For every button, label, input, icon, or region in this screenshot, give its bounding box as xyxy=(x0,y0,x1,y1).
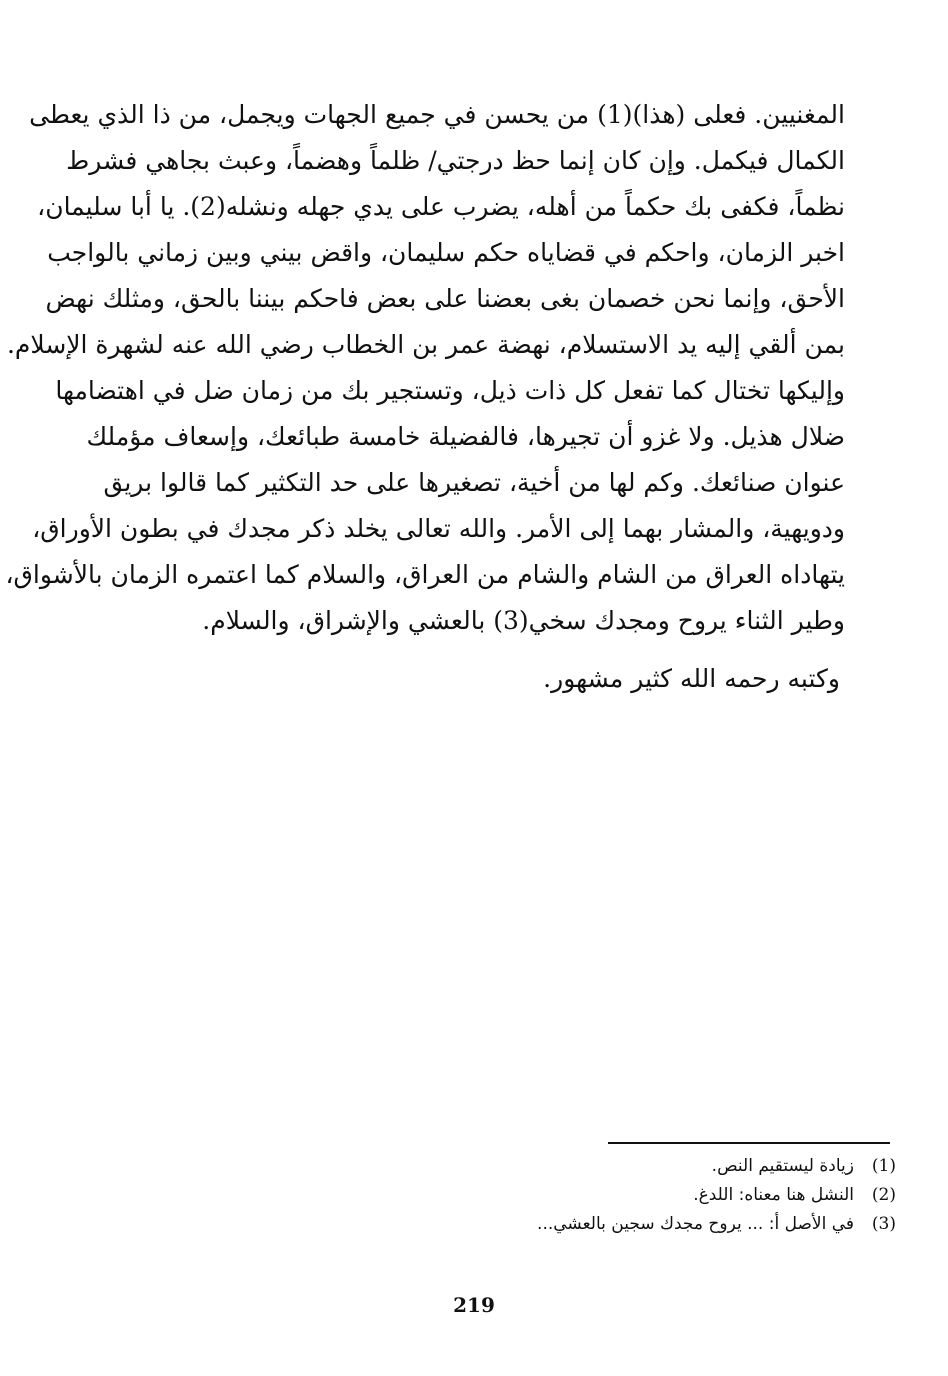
text-line: الأحق، وإنما نحن خصمان بغى بعضنا على بعض فاحكم بيننا بالحق، ومثلك نهض xyxy=(45,284,845,313)
text-line: الكمال فيكمل. وإن كان إنما حظ درجتي/ ظلماً وهضماً، وعبث بجاهي فشرط xyxy=(66,146,845,175)
text-line: ودويهية، والمشار بهما إلى الأمر. والله تعالى يخلد ذكر مجدك في بطون الأوراق، xyxy=(32,514,845,543)
footnote-2 xyxy=(336,1181,896,1210)
main-text-block xyxy=(5,92,845,644)
footnote-3 xyxy=(336,1210,896,1239)
text-line: وطير الثناء يروح ومجدك سخي(3) بالعشي والإشراق، والسلام. xyxy=(202,606,845,635)
text-line: بمن ألقي إليه يد الاستسلام، نهضة عمر بن الخطاب رضي الله عنه لشهرة الإسلام. xyxy=(6,330,845,359)
text-line: يتهاداه العراق من الشام والشام من العراق، والسلام كما اعتمره الزمان بالأشواق، xyxy=(5,560,845,589)
text-line: المغنيين. فعلى (هذا)(1) من يحسن في جميع الجهات ويجمل، من ذا الذي يعطى xyxy=(29,100,845,129)
footnote-text: في الأصل أ: ... يروح مجدك سجين بالعشي... xyxy=(537,1214,854,1234)
signature-line: وكتبه رحمه الله كثير مشهور. xyxy=(543,664,840,693)
footnote-text: زيادة ليستقيم النص. xyxy=(711,1156,854,1176)
text-line: اخبر الزمان، واحكم في قضاياه حكم سليمان، واقض بيني وبين زماني بالواجب xyxy=(47,238,845,267)
footnote-divider xyxy=(608,1142,890,1144)
text-line: وإليكها تختال كما تفعل كل ذات ذيل، وتستجير بك من زمان ضل في اهتضامها xyxy=(55,376,845,405)
text-line: عنوان صنائعك. وكم لها من أخية، تصغيرها على حد التكثير كما قالوا بريق xyxy=(103,468,845,497)
text-line: نظماً، فكفى بك حكماً من أهله، يضرب على يدي جهله ونشله(2). يا أبا سليمان، xyxy=(37,192,845,221)
footnote-number: (2) xyxy=(871,1185,896,1205)
text-line: ضلال هذيل. ولا غزو أن تجيرها، فالفضيلة خامسة طبائعك، وإسعاف مؤملك xyxy=(86,422,845,451)
footnote-number: (1) xyxy=(871,1156,896,1176)
footnote-number: (3) xyxy=(871,1214,896,1234)
footnote-1 xyxy=(336,1152,896,1181)
footnotes-block xyxy=(336,1152,896,1239)
page-number: 219 xyxy=(453,1293,495,1317)
footnote-text: النشل هنا معناه: اللدغ. xyxy=(693,1185,854,1205)
